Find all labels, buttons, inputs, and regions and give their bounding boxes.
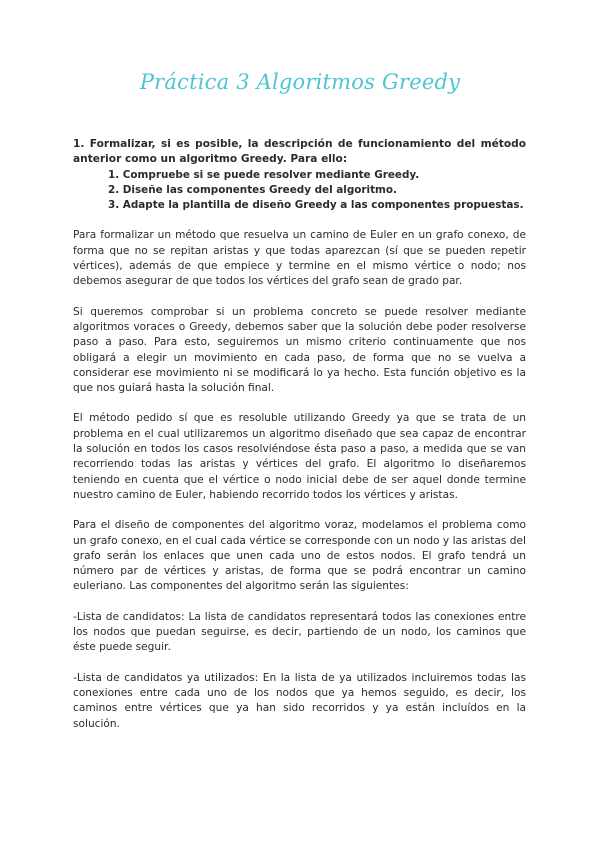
paragraph-used-candidates: -Lista de candidatos ya utilizados: En la lista de ya utilizados incluiremos todas las conexiones entre cada uno de los nodos que ya hemos seguido, es decir, los caminos entre vértices que ya han sido recorridos y ya están incluídos en la solución. [73,671,526,730]
paragraph-components: Para el diseño de componentes del algoritmo voraz, modelamos el problema como un grafo conexo, en el cual cada vértice se corresponde con un nodo y las aristas del grafo serán los enlaces que unen cada uno de estos nodos. El grafo tendrá un número par de vértices y aristas, de forma que se podrá encontrar un camino euleriano. Las componentes del algoritmo serán las siguientes: [73,519,526,593]
question-steps [73,168,526,214]
page-title: Práctica 3 Algoritmos Greedy [139,70,461,94]
document-body [73,137,526,732]
paragraph-solvable: El método pedido sí que es resoluble utilizando Greedy ya que se trata de un problema en el cual utilizaremos un algoritmo diseñado que sea capaz de encontrar la solución en todos los casos resolviéndose ésta paso a paso, a medida que se van recorriendo todas las aristas y vértices del grafo. El algoritmo lo diseñaremos teniendo en cuenta que el vértice o nodo inicial debe de ser aquel donde termine nuestro camino de Euler, habiendo recorrido todos los vértices y aristas. [73,412,526,501]
question-step: 2. Diseñe las componentes Greedy del algoritmo. [108,183,397,196]
paragraph-euler-intro: Para formalizar un método que resuelva un camino de Euler en un grafo conexo, de forma que no se repitan aristas y que todas aparezcan (sí que se pueden repetir vértices), además de que empiece y termine en el mismo vértice o nodo; nos debemos asegurar de que todos los vértices del grafo sean de grado par. [73,229,526,288]
question-text: 1. Formalizar, si es posible, la descripción de funcionamiento del método anterior como un algoritmo Greedy. Para ello: [73,138,526,166]
question-step: 1. Compruebe si se puede resolver mediante Greedy. [108,168,420,181]
question-step: 3. Adapte la plantilla de diseño Greedy a las componentes propuestas. [108,199,524,212]
paragraph-greedy-check: Si queremos comprobar si un problema concreto se puede resolver mediante algoritmos voraces o Greedy, debemos saber que la solución debe poder resolverse paso a paso. Para esto, seguiremos un mismo criterio continuamente que nos obligará a elegir un movimiento en cada paso, de forma que no se vuelva a considerar ese movimiento ni se modificará lo ya hecho. Esta función objetivo es la que nos guiará hasta la solución final. [73,305,526,395]
paragraph-candidates: -Lista de candidatos: La lista de candidatos representará todos las conexiones entre los nodos que puedan seguirse, es decir, partiendo de un nodo, los caminos que éste puede seguir. [73,610,526,654]
